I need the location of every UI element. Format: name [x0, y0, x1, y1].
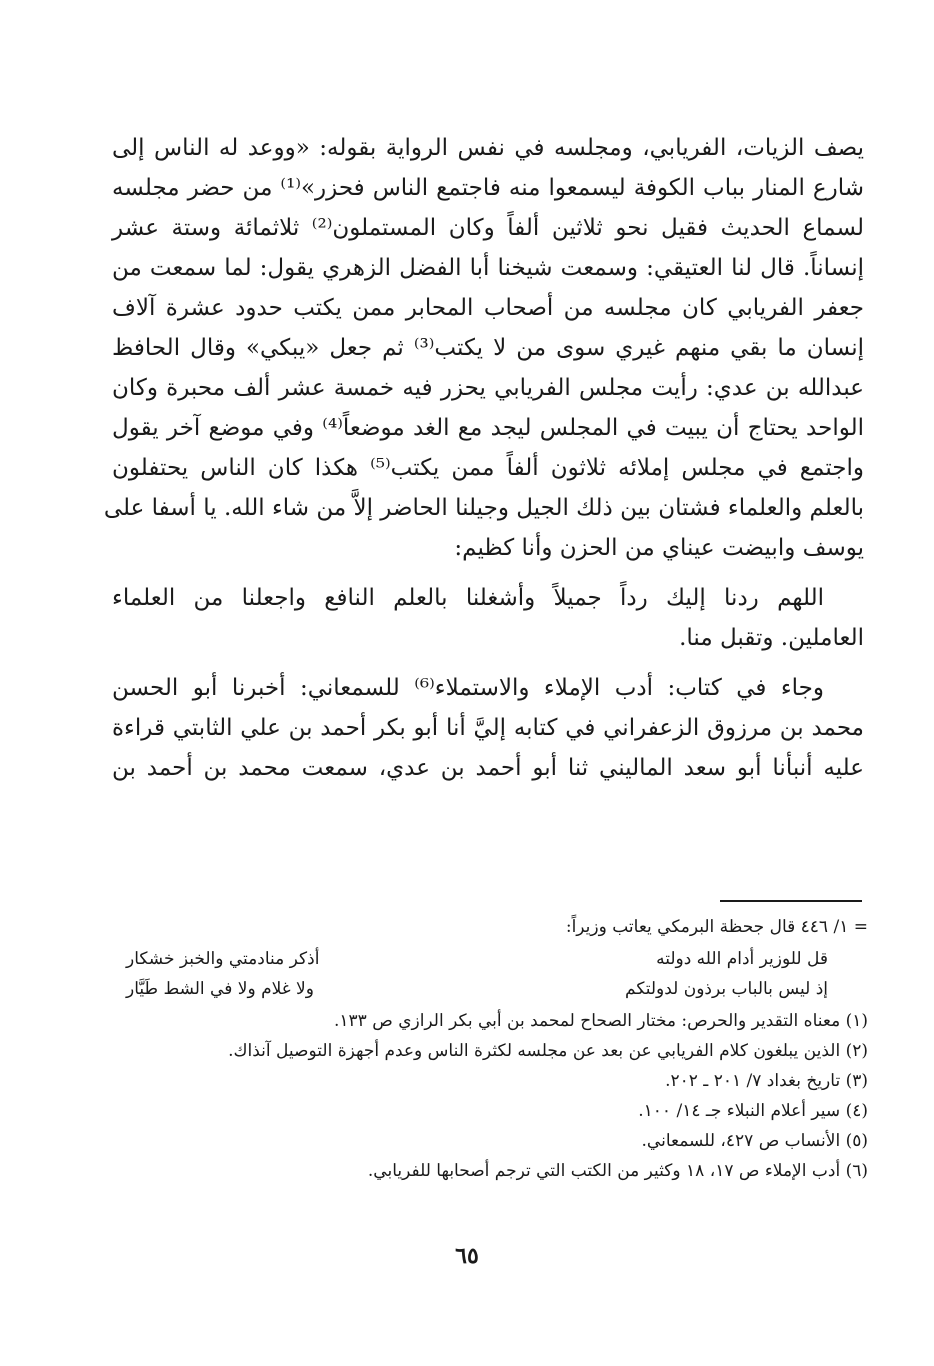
footnote-item: (٢) الذين يبلغون كلام الفريابي عن بعد عن مجلسه لكثرة الناس وعدم أجهزة التوصيل آنذاك. [228, 1041, 868, 1061]
main-text-body [103, 128, 865, 788]
paragraph-1 [103, 128, 865, 568]
paragraph-3 [112, 668, 864, 788]
poem-verse [120, 974, 868, 1004]
poem-hemistich: أذكر منادمتي والخبز خشكار [126, 949, 320, 969]
text-line: يوسف وابيضت عيناي من الحزن وأنا كظيم: [454, 535, 864, 561]
text-line: الواحد يحتاج أن يبيت في المجلس ليجد مع الغد موضعاً⁽⁴⁾ وفي موضع آخر يقول [112, 415, 864, 441]
poem-hemistich: ولا غلام ولا في الشط طَيَّار [126, 979, 314, 999]
text-line: إنسان ما بقي منهم غيري سوى من لا يكتب⁽³⁾ ثم جعل «يبكي» وقال الحافظ [112, 335, 864, 361]
text-line: يصف الزيات، الفريابي، ومجلسه في نفس الرواية بقوله: «ووعد له الناس إلى [112, 135, 864, 161]
text-line: العاملين. وتقبل منا. [679, 625, 864, 651]
footnote-item: (٦) أدب الإملاء ص ١٧، ١٨ وكثير من الكتب التي ترجم أصحابها للفريابي. [367, 1161, 868, 1181]
paragraph-2 [112, 578, 864, 658]
text-line: إنساناً. قال لنا العتيقي: وسمعت شيخنا أبا الفضل الزهري يقول: لما سمعت من [112, 255, 864, 281]
footnote-item: (٤) سير أعلام النبلاء جـ ١٤/ ١٠٠. [638, 1101, 868, 1121]
poem-hemistich: إذ ليس بالباب برذون لدولتكم [625, 979, 828, 999]
text-line: عليه أنبأنا أبو سعد الماليني ثنا أبو أحمد بن عدي، سمعت محمد بن أحمد بن [112, 755, 864, 781]
text-line: وجاء في كتاب: أدب الإملاء والاستملاء⁽⁶⁾ للسمعاني: أخبرنا أبو الحسن [112, 675, 824, 701]
text-line: محمد بن مرزوق الزعفراني في كتابه إليَّ أنا أبو بكر أحمد بن علي الثابتي قراءة [112, 715, 864, 741]
footnote-item: (٣) تاريخ بغداد ٧/ ٢٠١ ـ ٢٠٢. [665, 1071, 868, 1091]
text-line: بالعلم والعلماء فشتان بين ذلك الجيل وجيلنا الحاضر إلاَّ من شاء الله. يا أسفا على [103, 495, 864, 521]
poem-verse [120, 944, 868, 974]
page-number: ٦٥ [455, 1243, 479, 1269]
footnote-poem [120, 944, 868, 1004]
text-line: واجتمع في مجلس إملائه ثلاثون ألفاً ممن يكتب⁽⁵⁾ هكذا كان الناس يحتفلون [112, 455, 865, 481]
footnote-separator [720, 900, 862, 902]
footnote-item: (١) معناه التقدير والحرص: مختار الصحاح لمحمد بن أبي بكر الرازي ص ١٣٣. [334, 1011, 868, 1031]
text-line: اللهم ردنا إليك رداً جميلاً وأشغلنا بالعلم النافع واجعلنا من العلماء [112, 585, 824, 611]
poem-hemistich: قل للوزير أدام الله دولته [656, 949, 828, 969]
footnotes-section [120, 912, 868, 1186]
text-line: شارع المنار بباب الكوفة ليسمعوا منه فاجتمع الناس فحزر»⁽¹⁾ من حضر مجلسه [112, 175, 864, 201]
text-line: لسماع الحديث فقيل نحو ثلاثين ألفاً وكان المستملون⁽²⁾ ثلاثمائة وستة عشر [112, 215, 865, 241]
text-line: عبدالله بن عدي: رأيت مجلس الفريابي يحزر فيه خمسة عشر ألف محبرة وكان [112, 375, 864, 401]
footnote-continuation: = ١/ ٤٤٦ قال جحظة البرمكي يعاتب وزيراً: [565, 917, 868, 937]
footnote-item: (٥) الأنساب ص ٤٢٧، للسمعاني. [641, 1131, 868, 1151]
text-line: جعفر الفريابي كان مجلسه من أصحاب المحابر ممن يكتب حدود عشرة آلاف [112, 295, 864, 321]
